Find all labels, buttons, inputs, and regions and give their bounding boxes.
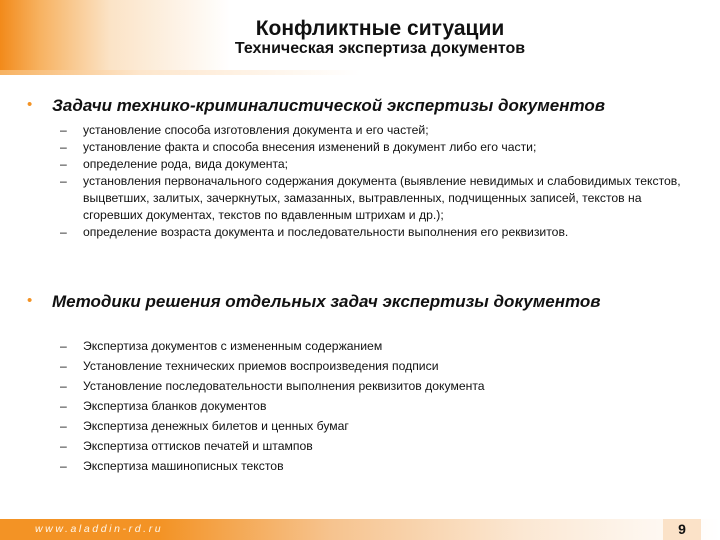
list-item-text: установления первоначального содержания документа (выявление невидимых и слабовидимых текстов, выцветших, залитых, зачеркнутых, замазанных, вытравленных, подчищенных записей, текстов на сгоревших документах, текстов по вдавленным штрихам и др.);: [83, 174, 681, 222]
list-item: [0, 356, 720, 376]
list-item-text: определение рода, вида документа;: [83, 157, 289, 171]
list-item-text: Установление последовательности выполнения реквизитов документа: [83, 379, 485, 393]
tasks-list: [0, 122, 720, 241]
section-methods: [0, 292, 720, 476]
list-item-text: Экспертиза бланков документов: [83, 399, 267, 413]
footer-url: www.aladdin-rd.ru: [35, 523, 164, 535]
list-item: [0, 376, 720, 396]
list-item: [0, 173, 720, 224]
bullet-icon: •: [27, 96, 33, 113]
section-tasks-heading: [0, 96, 720, 122]
list-item-text: Экспертиза денежных билетов и ценных бумаг: [83, 419, 349, 433]
section-tasks-title: Задачи технико-криминалистической экспертизы документов: [52, 96, 606, 115]
list-item: [0, 456, 720, 476]
list-item: [0, 416, 720, 436]
list-item-text: установление факта и способа внесения изменений в документ либо его части;: [83, 140, 537, 154]
list-item: [0, 396, 720, 416]
list-item: [0, 156, 720, 173]
dash-icon: –: [60, 359, 67, 373]
dash-icon: –: [60, 174, 67, 188]
list-item-text: определение возраста документа и последовательности выполнения его реквизитов.: [83, 225, 569, 239]
dash-icon: –: [60, 123, 67, 137]
dash-icon: –: [60, 379, 67, 393]
slide-subtitle: Техническая экспертиза документов: [234, 40, 526, 57]
bullet-icon: •: [27, 292, 33, 309]
dash-icon: –: [60, 419, 67, 433]
dash-icon: –: [60, 225, 67, 239]
list-item-text: Экспертиза оттисков печатей и штампов: [83, 439, 313, 453]
section-methods-heading: [0, 292, 720, 318]
dash-icon: –: [60, 399, 67, 413]
list-item: [0, 122, 720, 139]
list-item: [0, 224, 720, 241]
list-item-text: Установление технических приемов воспроизведения подписи: [83, 359, 439, 373]
dash-icon: –: [60, 439, 67, 453]
list-item: [0, 336, 720, 356]
dash-icon: –: [60, 157, 67, 171]
page-number: 9: [678, 521, 686, 537]
dash-icon: –: [60, 140, 67, 154]
list-item-text: Экспертиза документов с измененным содержанием: [83, 339, 383, 353]
section-tasks: [0, 96, 720, 241]
list-item-text: установление способа изготовления документа и его частей;: [83, 123, 429, 137]
list-item-text: Экспертиза машинописных текстов: [83, 459, 284, 473]
slide-title: Конфликтные ситуации: [255, 17, 505, 40]
section-methods-title: Методики решения отдельных задач экспертизы документов: [52, 292, 601, 311]
methods-list: [0, 336, 720, 476]
list-item: [0, 436, 720, 456]
dash-icon: –: [60, 459, 67, 473]
list-item: [0, 139, 720, 156]
dash-icon: –: [60, 339, 67, 353]
